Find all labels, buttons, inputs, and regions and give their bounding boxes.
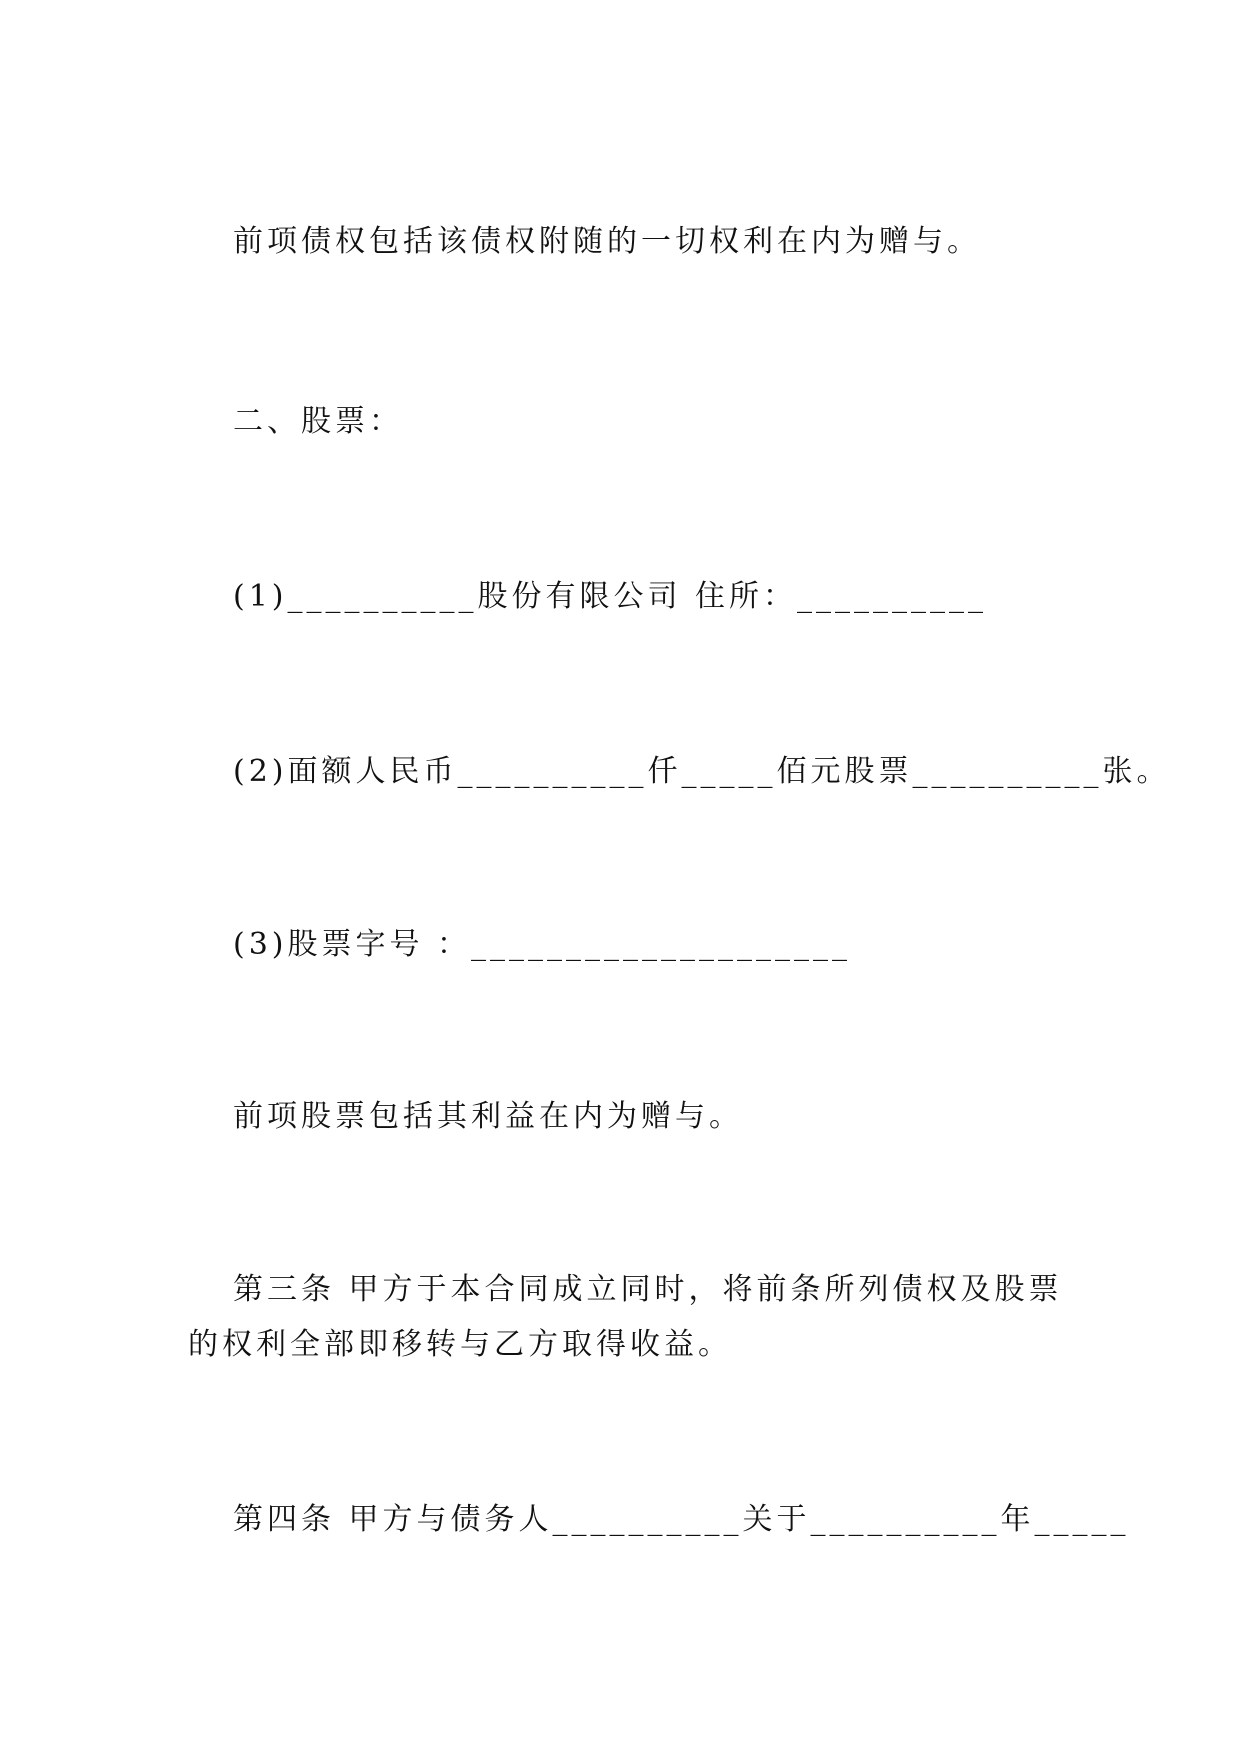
paragraph-debt-rights-gift: 前项债权包括该债权附随的一切权利在内为赠与。 [233,224,981,259]
article-3-line-2: 的权利全部即移转与乙方取得收益。 [188,1327,732,1362]
paragraph-stock-gift: 前项股票包括其利益在内为赠与。 [233,1099,743,1134]
item-1-company-address: (1)__________股份有限公司 住所：__________ [233,579,988,614]
item-3-stock-number: (3)股票字号 ：____________________ [233,927,852,962]
article-4-line-1: 第四条 甲方与债务人__________关于__________年_____ [233,1502,1130,1537]
article-3-line-1: 第三条 甲方于本合同成立同时，将前条所列债权及股票 [233,1272,1063,1307]
item-2-face-value: (2)面额人民币__________仟_____佰元股票__________张。 [233,754,1171,789]
section-heading-stocks: 二、股票： [233,404,403,439]
